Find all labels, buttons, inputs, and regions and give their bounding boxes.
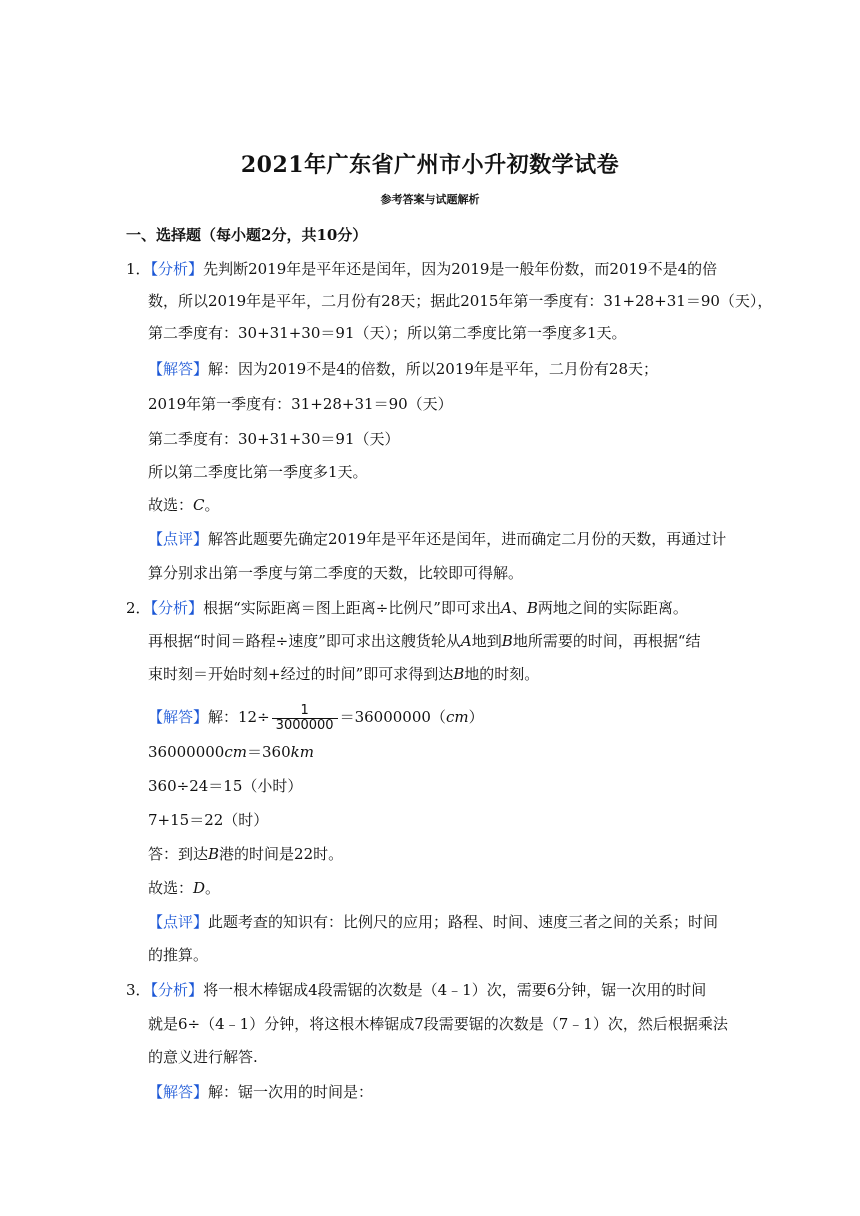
q1-choice: 故选：C。 — [148, 496, 220, 514]
q1-answer-line-4: 所以第二季度比第一季度多1天。 — [148, 463, 368, 481]
answer-tag: 【解答】 — [148, 360, 209, 378]
q1-analysis-line-1: 1．【分析】先判断2019年是平年还是闰年，因为2019是一般年份数，而2019不是4的倍 — [126, 260, 718, 278]
q1-analysis-line-2: 数，所以2019年是平年，二月份有28天；据此2015年第一季度有：31+28+31＝90（天）， — [148, 292, 773, 310]
q3-analysis-line-1: 3．【分析】将一根木棒锯成4段需锯的次数是（4﹣1）次，需要6分钟，锯一次用的时间 — [126, 981, 707, 999]
q2-comment-line-1: 【点评】此题考查的知识有：比例尺的应用；路程、时间、速度三者之间的关系；时间 — [148, 913, 719, 931]
q2-analysis-line-1: 2．【分析】根据“实际距离＝图上距离÷比例尺”即可求出A、B两地之间的实际距离。 — [126, 599, 688, 617]
q2-choice: 故选：D。 — [148, 879, 221, 897]
comment-tag: 【点评】 — [148, 530, 209, 548]
q2-number: 2． — [126, 599, 151, 617]
q2-answer-line-2: 36000000cm＝360km — [148, 743, 314, 761]
q1-answer-line-2: 2019年第一季度有：31+28+31＝90（天） — [148, 395, 453, 413]
fraction: $\frac{1}{3000000}$ — [272, 704, 338, 733]
q3-analysis-line-3: 的意义进行解答. — [148, 1048, 258, 1066]
q2-analysis-line-2: 再根据“时间＝路程÷速度”即可求出这艘货轮从A地到B地所需要的时间，再根据“结 — [148, 632, 701, 650]
page-title: 2021年广东省广州市小升初数学试卷 — [240, 152, 620, 178]
q2-answer-line-3: 360÷24＝15（小时） — [148, 777, 303, 795]
q3-analysis-line-2: 就是6÷（4﹣1）分钟，将这根木棒锯成7段需要锯的次数是（7﹣1）次，然后根据乘法 — [148, 1015, 728, 1033]
q1-answer-line-3: 第二季度有：30+31+30＝91（天） — [148, 430, 400, 448]
section-heading: 一、选择题（每小题2分，共10分） — [126, 226, 368, 244]
q3-answer-line-1: 【解答】解：锯一次用的时间是： — [148, 1083, 374, 1101]
q1-comment-line-2: 算分别求出第一季度与第二季度的天数，比较即可得解。 — [148, 564, 524, 582]
page-subtitle: 参考答案与试题解析 — [380, 193, 480, 206]
q1-comment-line-1: 【点评】解答此题要先确定2019年是平年还是闰年，进而确定二月份的天数，再通过计 — [148, 530, 727, 548]
q3-number: 3． — [126, 981, 151, 999]
q2-analysis-line-3: 束时刻＝开始时刻+经过的时间”即可求得到达B地的时刻。 — [148, 665, 540, 683]
q1-answer-line-1: 【解答】解：因为2019不是4的倍数，所以2019年是平年，二月份有28天； — [148, 360, 658, 378]
q1-analysis-line-3: 第二季度有：30+31+30＝91（天）；所以第二季度比第一季度多1天。 — [148, 324, 627, 342]
analysis-tag: 【分析】 — [150, 260, 204, 278]
q2-answer-line-1: 【解答】解：12÷ $\frac{1}{3000000}$ ＝36000000（cm） — [148, 702, 484, 733]
q2-answer-line-5: 答：到达B港的时间是22时。 — [148, 845, 344, 863]
q2-comment-line-2: 的推算。 — [148, 946, 209, 964]
q2-answer-line-4: 7+15＝22（时） — [148, 811, 269, 829]
q1-number: 1． — [126, 260, 151, 278]
